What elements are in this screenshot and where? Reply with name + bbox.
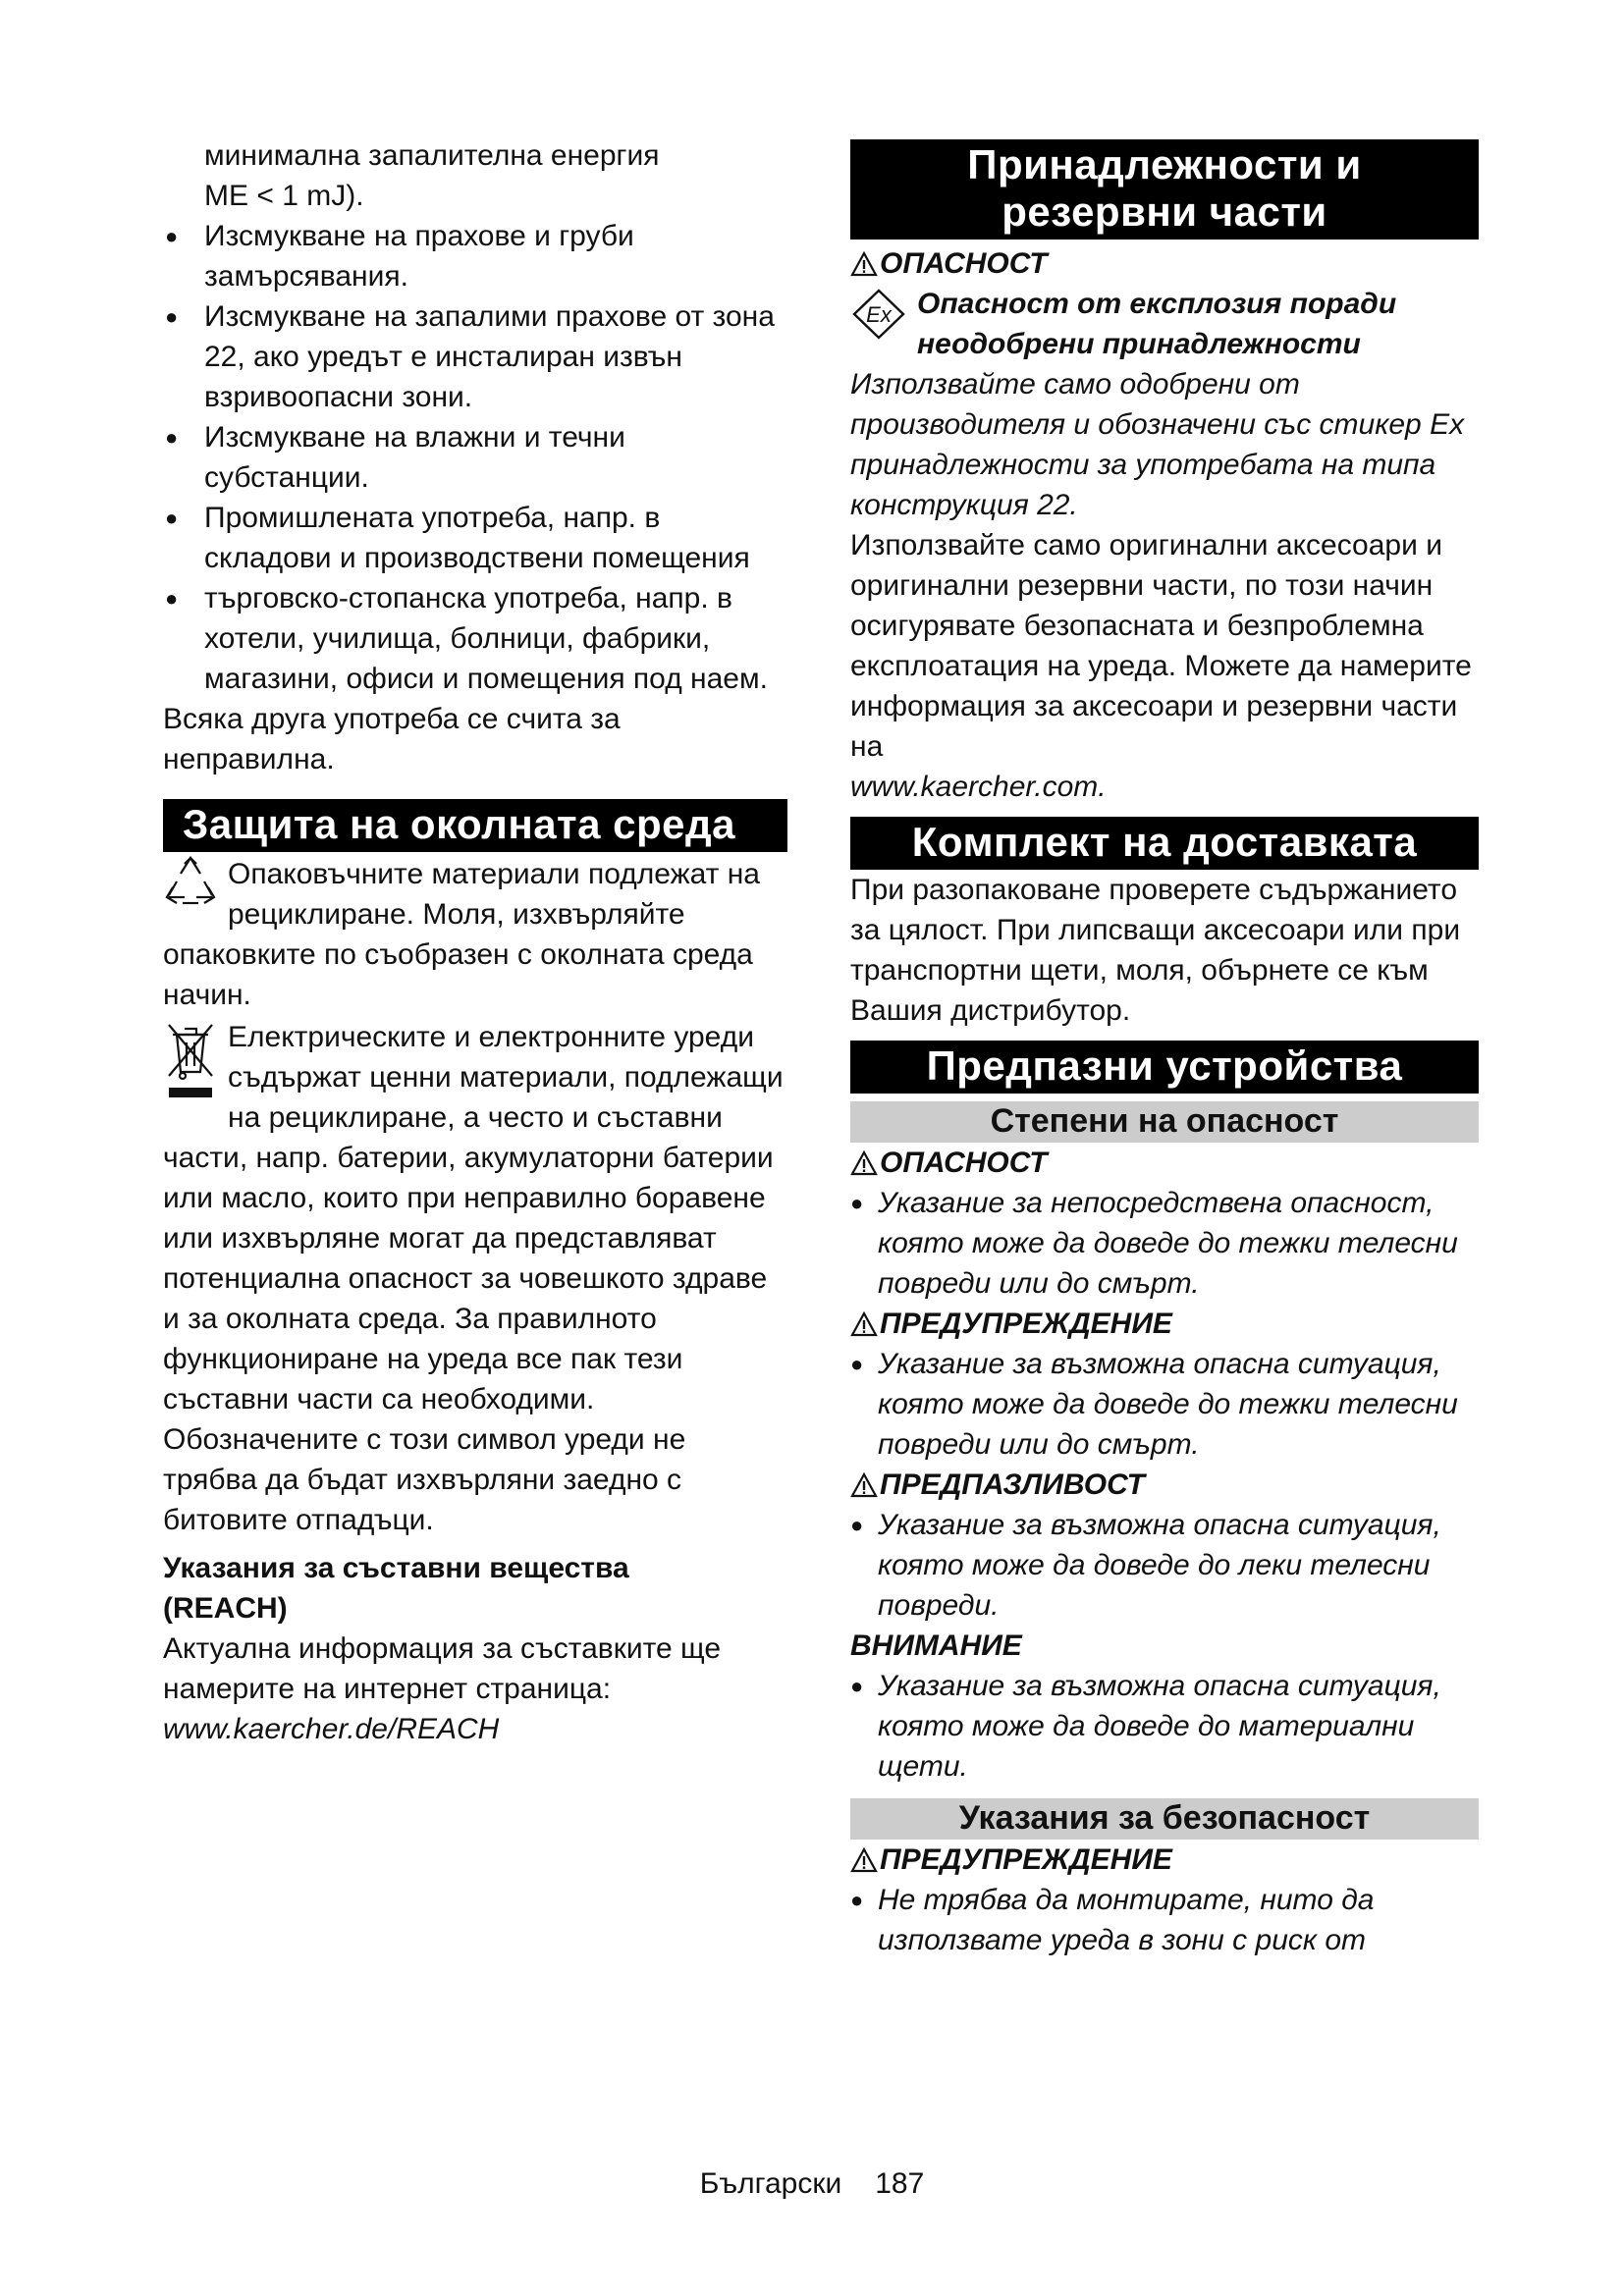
- weee-text: Електрическите и електронните уреди съдържат ценни материали, подлежащи на рециклиране, а често и съставни части, напр. батерии, акумулаторни батерии или масло, които при неправилно боравене или изхвърляне могат да представляват потенциална опасност за човешкото здраве и за околната среда. За правилното функциониране на уреда все пак тези съставни части са необходими. Обозначените с този символ уреди не трябва да бъдат изхвърляни заедно с битовите отпадъци.: [163, 1021, 784, 1536]
- intro-line: минимална запалителна енергия: [204, 139, 660, 172]
- danger-label-text: ОПАСНОСТ: [880, 247, 1048, 280]
- danger-level-text: ● Указание за възможна опасна ситуация, която може да доведе до леки телесни повреди.: [850, 1505, 1479, 1626]
- safety-warning-text: ПРЕДУПРЕЖДЕНИЕ: [880, 1843, 1172, 1876]
- accessories-heading: [850, 139, 1479, 240]
- other-use-text: Всяка друга употреба се счита за неправилна.: [163, 703, 621, 775]
- warning-triangle-icon: [850, 1150, 878, 1176]
- recycle-icon: [163, 854, 218, 926]
- danger-level: [850, 1143, 1479, 1304]
- warning-triangle-icon: [850, 1472, 878, 1498]
- reach-url[interactable]: www.kaercher.de/REACH: [163, 1713, 500, 1745]
- recycle-text: Опаковъчните материали подлежат на рециклиране. Моля, изхвърляйте опаковките по съобразен с околната среда начин.: [163, 858, 760, 1011]
- left-column: [163, 135, 787, 1749]
- reach-title-2: (REACH): [163, 1592, 288, 1625]
- danger-level-label-text: ПРЕДУПРЕЖДЕНИЕ: [880, 1308, 1172, 1340]
- danger-level-label-text: ОПАСНОСТ: [880, 1147, 1048, 1179]
- danger-level: [850, 1626, 1479, 1787]
- warning-triangle-icon: [850, 1311, 878, 1337]
- svg-text:Ex: Ex: [866, 302, 892, 327]
- danger-level-label: [850, 1465, 1479, 1505]
- use-bullet: ● Изсмукване на запалими прахове от зона 22, ако уредът е инсталиран извън взривоопасни зони.: [163, 296, 787, 417]
- accessories-heading-line-1: Принадлежности и: [967, 141, 1362, 187]
- reach-text: Актуална информация за съставките ще намерите на интернет страница:: [163, 1632, 722, 1705]
- danger-levels-heading: Степени на опасност: [850, 1101, 1479, 1143]
- danger-level-label-text: ВНИМАНИЕ: [850, 1629, 1022, 1662]
- use-bullet: ● Промишлената употреба, напр. в складови и производствени помещения: [163, 498, 787, 578]
- use-bullet: ● Изсмукване на прахове и груби замърсявания.: [163, 216, 787, 296]
- delivery-text: При разопаковане проверете съдържанието за цялост. При липсващи аксесоари или при транспортни щети, моля, обърнете се към Вашия дистрибутор.: [850, 874, 1461, 1027]
- danger-level-text: ● Указание за възможна опасна ситуация, която може да доведе до материални щети.: [850, 1666, 1479, 1787]
- safety-bullet: ● Не трябва да монтирате, нито да използвате уреда в зони с риск от: [850, 1880, 1479, 1960]
- env-heading: Защита на околната среда: [163, 799, 787, 852]
- footer-language: Български: [699, 2167, 842, 2200]
- use-bullet: ● Изсмукване на влажни и течни субстанции.: [163, 417, 787, 498]
- danger-level-list: [850, 1143, 1479, 1787]
- warning-triangle-icon: [850, 1847, 878, 1873]
- use-bullet: ● търговско-стопанска употреба, напр. в хотели, училища, болници, фабрики, магазини, офиси и помещения под наем.: [163, 578, 787, 699]
- page-number: 187: [875, 2167, 925, 2200]
- safety-warning-label: [850, 1840, 1479, 1880]
- danger-level: [850, 1304, 1479, 1465]
- safety-notes-heading: Указания за безопасност: [850, 1798, 1479, 1840]
- warning-triangle-icon: [850, 251, 878, 277]
- danger-label: [850, 243, 1479, 284]
- danger-level-label-text: ПРЕДПАЗЛИВОСТ: [880, 1468, 1145, 1501]
- accessories-heading-line-2: резервни части: [1001, 188, 1327, 235]
- danger-level-text: ● Указание за непосредствена опасност, която може да доведе до тежки телесни повреди или до смърт.: [850, 1183, 1479, 1304]
- danger-level: [850, 1465, 1479, 1626]
- danger-level-text: ● Указание за възможна опасна ситуация, която може да доведе до тежки телесни повреди или до смърт.: [850, 1344, 1479, 1465]
- danger-level-label: [850, 1143, 1479, 1183]
- danger-level-label: [850, 1304, 1479, 1344]
- wheelie-bin-crossed-icon: [163, 1017, 218, 1114]
- safety-heading: Предпазни устройства: [850, 1041, 1479, 1094]
- danger-level-label: [850, 1626, 1479, 1666]
- accessories-url[interactable]: www.kaercher.com.: [850, 771, 1107, 803]
- ex-danger-title: Опасност от експлозия поради неодобрени принадлежности: [917, 288, 1397, 360]
- page-footer: [0, 2163, 1624, 2204]
- accessories-text: Използвайте само оригинални аксесоари и оригинални резервни части, по този начин осигурявате безопасната и безпроблемна експлоатация на уреда. Можете да намерите информация за аксесоари и резервни части на: [850, 529, 1472, 763]
- ex-explosion-icon: [850, 288, 907, 351]
- reach-title: Указания за съставни вещества: [163, 1552, 629, 1584]
- intro-line: ME < 1 mJ).: [204, 180, 364, 212]
- delivery-heading: Комплект на доставката: [850, 817, 1479, 870]
- ex-danger-text: Използвайте само одобрени от производителя и обозначени със стикер Ex принадлежности за употребата на типа конструкция 22.: [850, 368, 1465, 521]
- right-column: [850, 139, 1479, 1960]
